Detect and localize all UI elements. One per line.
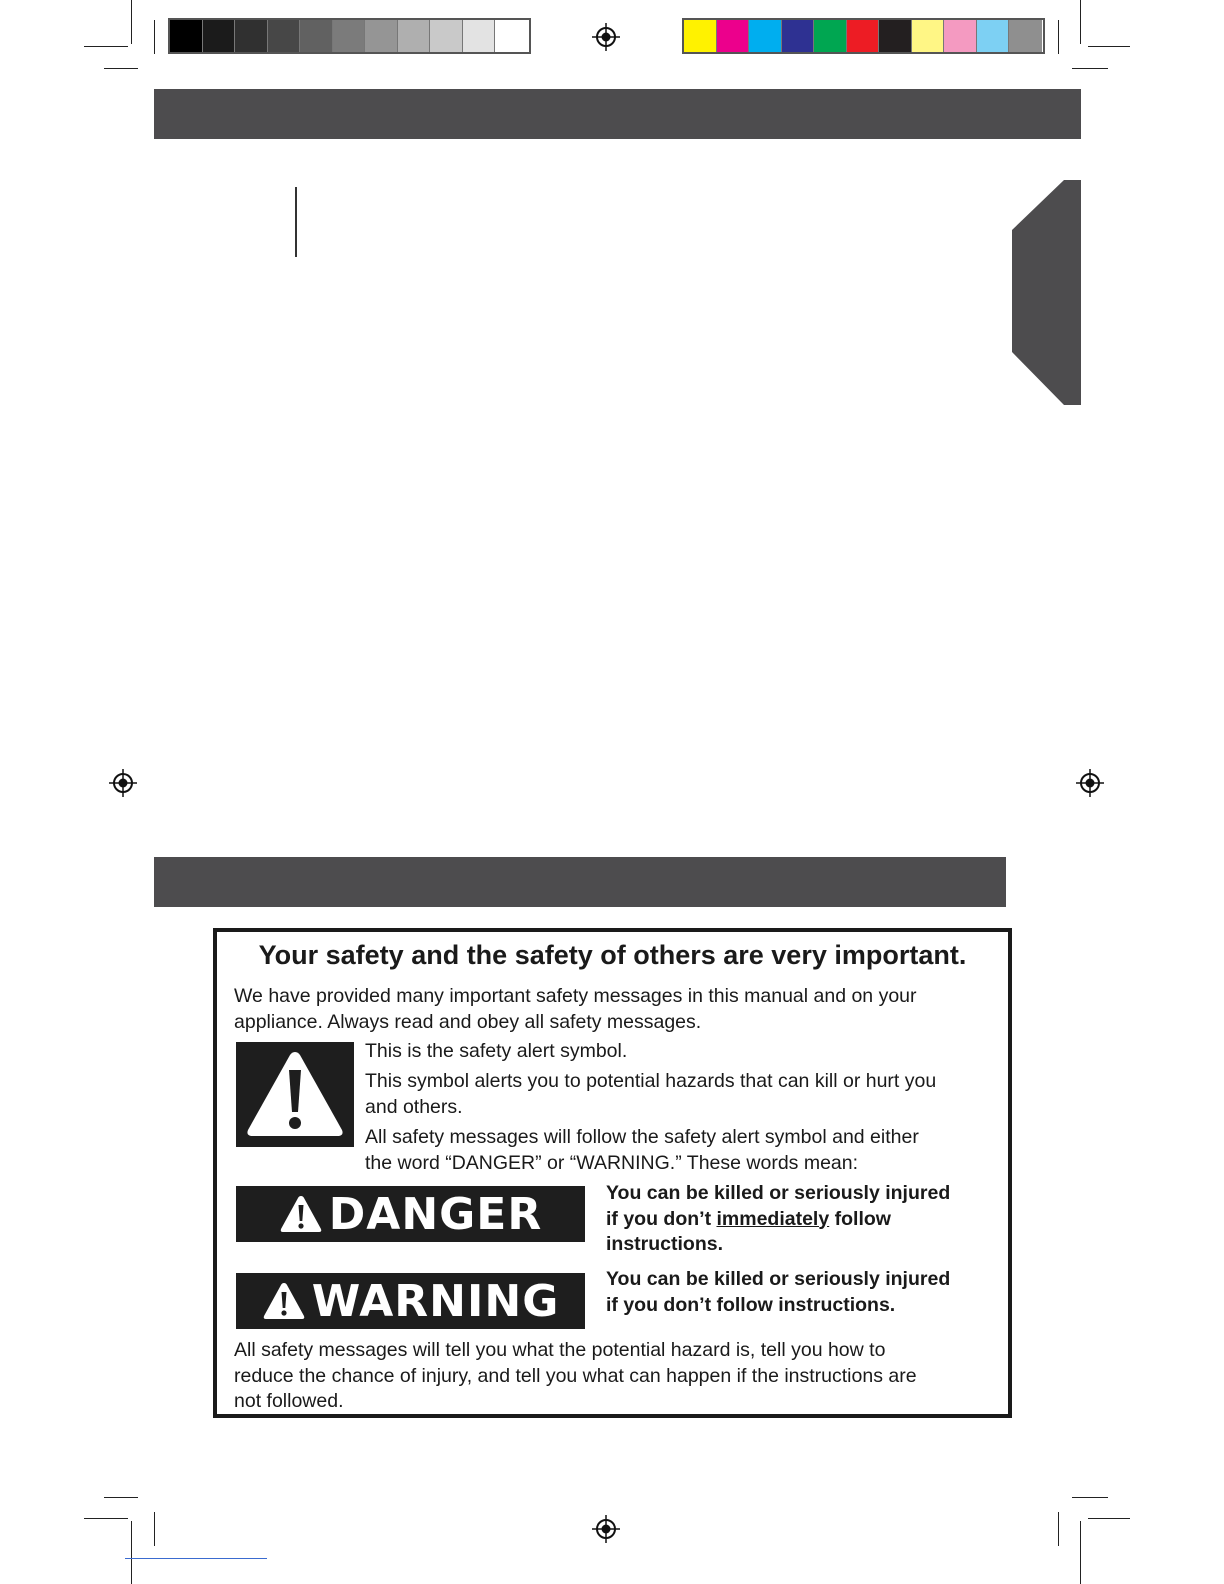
closing-line-3: not followed. <box>234 1390 344 1412</box>
color-swatch <box>365 20 398 52</box>
follow-line-2: the word “DANGER” or “WARNING.” These words mean: <box>365 1151 859 1174</box>
color-swatch <box>684 20 717 52</box>
top-header-bar <box>154 89 1081 139</box>
side-section-tab <box>1012 180 1081 405</box>
color-swatch <box>977 20 1010 52</box>
safety-intro <box>234 984 917 1035</box>
intro-line-1: We have provided many important safety messages in this manual and on your <box>234 985 917 1007</box>
warning-alert-icon <box>262 1281 306 1321</box>
crop-mark <box>84 1518 128 1519</box>
warning-desc-line-2: if you don’t follow instructions. <box>606 1293 896 1316</box>
closing-line-2: reduce the chance of injury, and tell you what can happen if the instructions are <box>234 1364 917 1387</box>
color-swatch <box>300 20 333 52</box>
crop-mark <box>104 1497 138 1498</box>
warning-label: WARNING <box>311 1275 560 1327</box>
crop-mark <box>1080 0 1081 44</box>
color-swatch <box>235 20 268 52</box>
color-swatch <box>782 20 815 52</box>
safety-closing <box>234 1338 917 1415</box>
warning-triangle-icon <box>236 1042 354 1147</box>
color-swatch <box>333 20 366 52</box>
safety-alert-symbol <box>236 1042 354 1147</box>
danger-desc-line-1: You can be killed or seriously injured <box>606 1182 951 1204</box>
danger-signal-box <box>236 1186 585 1242</box>
danger-desc-line-3: instructions. <box>606 1233 724 1255</box>
crop-mark <box>1088 46 1130 47</box>
danger-alert-icon <box>279 1194 323 1234</box>
section-header-bar <box>154 857 1006 907</box>
crop-mark <box>1058 1512 1059 1546</box>
crop-mark <box>1080 1521 1081 1584</box>
crop-mark <box>84 46 128 47</box>
warning-description <box>606 1267 1001 1318</box>
alert-hazard-text <box>365 1069 936 1120</box>
color-swatch <box>1009 20 1042 52</box>
alert-follow-text <box>365 1125 919 1176</box>
intro-line-2: appliance. Always read and obey all safety messages. <box>234 1010 702 1033</box>
color-swatch <box>268 20 301 52</box>
color-swatch <box>430 20 463 52</box>
warning-signal-box <box>236 1273 585 1329</box>
color-swatch <box>847 20 880 52</box>
color-swatch <box>749 20 782 52</box>
registration-mark-icon <box>1076 769 1104 797</box>
safety-title: Your safety and the safety of others are very important. <box>258 940 967 970</box>
title-divider-line <box>295 187 297 257</box>
danger-description <box>606 1181 1001 1258</box>
danger-label: DANGER <box>328 1188 543 1240</box>
registration-mark-icon <box>592 23 620 51</box>
alert-hazard-line-1: This symbol alerts you to potential hazards that can kill or hurt you <box>365 1070 937 1092</box>
crop-mark <box>1088 1518 1130 1519</box>
crop-mark <box>131 0 132 44</box>
crop-mark <box>154 1512 155 1546</box>
process-color-bar <box>682 18 1045 54</box>
closing-line-1: All safety messages will tell you what the potential hazard is, tell you how to <box>234 1339 886 1361</box>
crop-mark <box>131 1521 132 1584</box>
color-swatch <box>814 20 847 52</box>
alert-symbol-text: This is the safety alert symbol. <box>365 1040 628 1062</box>
color-swatch <box>495 20 528 52</box>
crop-mark <box>1058 20 1059 54</box>
registration-mark-icon <box>592 1515 620 1543</box>
crop-mark <box>1072 1497 1108 1498</box>
warning-desc-line-1: You can be killed or seriously injured <box>606 1268 951 1290</box>
color-swatch <box>463 20 496 52</box>
danger-desc-pre: if you don’t <box>606 1207 717 1230</box>
alert-hazard-line-2: and others. <box>365 1095 463 1118</box>
grayscale-color-bar <box>168 18 531 54</box>
registration-mark-icon <box>109 769 137 797</box>
follow-line-1: All safety messages will follow the safety alert symbol and either <box>365 1126 919 1148</box>
color-swatch <box>203 20 236 52</box>
safety-notice-box <box>213 928 1012 1418</box>
color-swatch <box>912 20 945 52</box>
color-swatch <box>170 20 203 52</box>
crop-mark <box>104 68 138 69</box>
crop-mark <box>1072 68 1108 69</box>
color-swatch <box>944 20 977 52</box>
color-swatch <box>717 20 750 52</box>
danger-desc-emphasis: immediately <box>716 1207 830 1230</box>
danger-desc-post: follow <box>829 1207 891 1230</box>
crop-mark <box>125 1558 267 1559</box>
color-swatch <box>398 20 431 52</box>
crop-mark <box>154 20 155 54</box>
color-swatch <box>879 20 912 52</box>
